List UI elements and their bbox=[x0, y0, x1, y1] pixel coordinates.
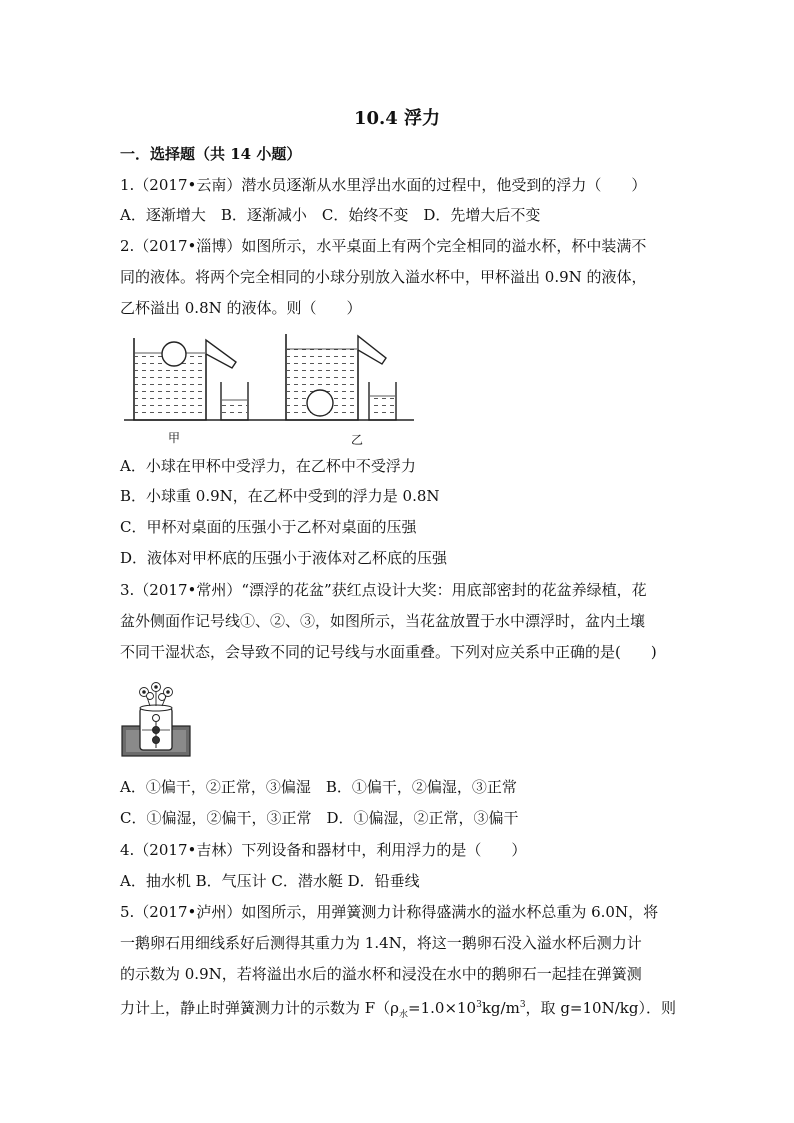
question-5-line-2: 一鹅卵石用细线系好后测得其重力为 1.4N，将这一鹅卵石没入溢水杯后测力计 bbox=[120, 934, 642, 952]
q5-line4-part-d: ，取 g=10N/kg）．则 bbox=[525, 999, 676, 1017]
question-2-line-3: 乙杯溢出 0.8N 的液体。则（ ） bbox=[120, 299, 362, 317]
page-title: 10.4 浮力 bbox=[353, 108, 441, 129]
question-4-options: A．抽水机 B．气压计 C．潜水艇 D．铅垂线 bbox=[120, 872, 420, 890]
ball-yi bbox=[307, 390, 333, 416]
question-3-line-2: 盆外侧面作记号线①、②、③，如图所示，当花盆放置于水中漂浮时，盆内土壤 bbox=[120, 612, 646, 630]
small-beaker-yi bbox=[369, 382, 396, 420]
overflow-cups-figure bbox=[118, 332, 418, 447]
question-2-option-c: C．甲杯对桌面的压强小于乙杯对桌面的压强 bbox=[120, 518, 417, 536]
question-5-line-3: 的示数为 0.9N，若将溢出水后的溢水杯和浸没在水中的鹅卵石一起挂在弹簧测 bbox=[120, 965, 642, 983]
question-2-line-2: 同的液体。将两个完全相同的小球分别放入溢水杯中，甲杯溢出 0.9N 的液体， bbox=[120, 268, 647, 286]
question-2-option-a: A．小球在甲杯中受浮力，在乙杯中不受浮力 bbox=[120, 457, 416, 475]
q5-line4-part-b: =1.0×10 bbox=[408, 999, 477, 1017]
question-5-line-1: 5.（2017•泸州）如图所示，用弹簧测力计称得盛满水的溢水杯总重为 6.0N，将 bbox=[120, 903, 659, 921]
question-3-options-ab: A．①偏干，②正常，③偏湿 B．①偏干，②偏湿，③正常 bbox=[120, 778, 517, 796]
question-2-option-d: D．液体对甲杯底的压强小于液体对乙杯底的压强 bbox=[120, 549, 448, 567]
question-5-line-4 bbox=[120, 994, 680, 1026]
question-3-line-3: 不同干湿状态，会导致不同的记号线与水面重叠。下列对应关系中正确的是( ) bbox=[120, 643, 657, 661]
mark-line-3 bbox=[153, 737, 160, 744]
ball-jia bbox=[162, 342, 186, 366]
flowers bbox=[140, 683, 173, 707]
q5-unit-exponent: 3 bbox=[519, 1000, 526, 1010]
section-heading: 一．选择题（共 14 小题） bbox=[120, 145, 302, 163]
mark-line-1 bbox=[153, 715, 160, 722]
q5-exponent: 3 bbox=[476, 1000, 482, 1010]
small-beaker-jia bbox=[221, 382, 248, 420]
question-2-option-b: B．小球重 0.9N，在乙杯中受到的浮力是 0.8N bbox=[120, 487, 440, 505]
figure-label-jia: 甲 bbox=[168, 431, 181, 445]
question-1-options: A．逐渐增大 B．逐渐减小 C．始终不变 D．先增大后不变 bbox=[120, 206, 541, 224]
question-4-stem: 4.（2017•吉林）下列设备和器材中，利用浮力的是（ ） bbox=[120, 841, 527, 859]
floating-flowerpot-figure bbox=[120, 680, 192, 758]
question-2-line-1: 2.（2017•淄博）如图所示，水平桌面上有两个完全相同的溢水杯，杯中装满不 bbox=[120, 237, 647, 255]
q5-line4-part-c: kg/m bbox=[481, 999, 520, 1017]
figure-label-yi: 乙 bbox=[351, 433, 364, 447]
q5-line4-part-a: 力计上，静止时弹簧测力计的示数为 F（ρ bbox=[120, 999, 399, 1017]
q5-rho-subscript: 水 bbox=[399, 1010, 409, 1020]
question-3-line-1: 3.（2017•常州）“漂浮的花盆”获红点设计大奖：用底部密封的花盆养绿植，花 bbox=[120, 581, 647, 599]
question-3-options-cd: C．①偏湿，②偏干，③正常 D．①偏湿，②正常，③偏干 bbox=[120, 809, 519, 827]
question-1-stem: 1.（2017•云南）潜水员逐渐从水里浮出水面的过程中，他受到的浮力（ ） bbox=[120, 176, 647, 194]
